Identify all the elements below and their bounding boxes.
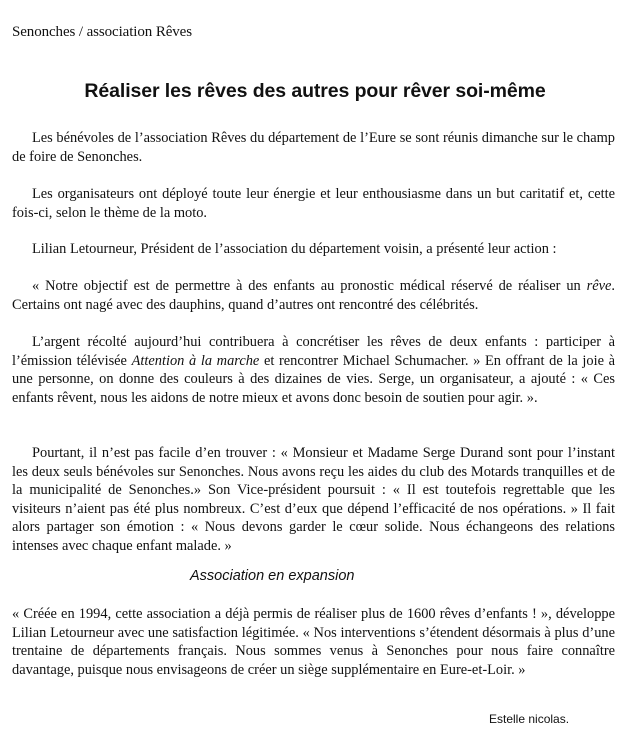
paragraph-4 [12,277,615,314]
paragraph-4-emphasis: rêve [586,278,612,294]
paragraph-7: « Créée en 1994, cette association a déjà permis de réaliser plus de 1600 rêves d’enfants ! », développe Lilian Letourneur avec une satisfaction légitimée. « Nos interventions s’étendent désormais à plus d’une trentaine de départements français. Nous sommes venus à Senonches pour nous faire connaître davantage, puisque nous envisageons de créer un siège supplémentaire en Eure-et-Loir. » [12,606,615,678]
author-signature: Estelle nicolas. [489,712,570,726]
section-subheading: Association en expansion [190,568,355,584]
paragraph-4-text-b: . Certains ont nagé avec des dauphins, quand d’autres ont rencontré des célébrités. [12,278,615,313]
paragraph-4-text-a: « Notre objectif est de permettre à des enfants au pronostic médical réservé de réaliser un [32,278,587,294]
paragraph-2: Les organisateurs ont déployé toute leur énergie et leur enthousiasme dans un but caritatif et, cette fois-ci, selon le thème de la moto. [12,186,615,221]
paragraph-3: Lilian Letourneur, Président de l’association du département voisin, a présenté leur action : [32,241,557,257]
paragraph-5-text-b: et rencontrer Michael Schumacher. » En offrant de la joie à une personne, on donne des couleurs à des dizaines de vies. Serge, un organisateur, a ajouté : « Ces enfants rêvent, nous les aidons de notre mieux et avons donc besoin de soutien pour agir. ». [12,352,616,406]
paragraph-5-text-a: L’argent récolté aujourd’hui contribuera à concrétiser les rêves de deux enfants : participer à l’émission télévisée [12,334,615,369]
paragraph-6: Pourtant, il n’est pas facile d’en trouver : « Monsieur et Madame Serge Durand sont pour l’instant les deux seuls bénévoles sur Senonches. Nous avons reçu les aides du club des Motards tranquilles et de la municipalité de Senonches.» Son Vice-président poursuit : « Il est toutefois regrettable que les visiteurs n’aient pas été plus nombreux. C’est d’eux que dépend l’efficacité de nos opérations. » Il fait alors partager son émotion : « Nous devons garder le cœur solide. Nous échangeons des relations intenses avec chaque enfant malade. » [12,445,615,554]
paragraph-1: Les bénévoles de l’association Rêves du département de l’Eure se sont réunis dimanche sur le champ de foire de Senonches. [12,130,615,165]
paragraph-5 [12,333,615,407]
paragraph-5-emphasis: Attention à la marche [131,352,260,369]
location-header: Senonches / association Rêves [12,24,192,40]
article-title: Réaliser les rêves des autres pour rêver soi-même [84,80,546,102]
